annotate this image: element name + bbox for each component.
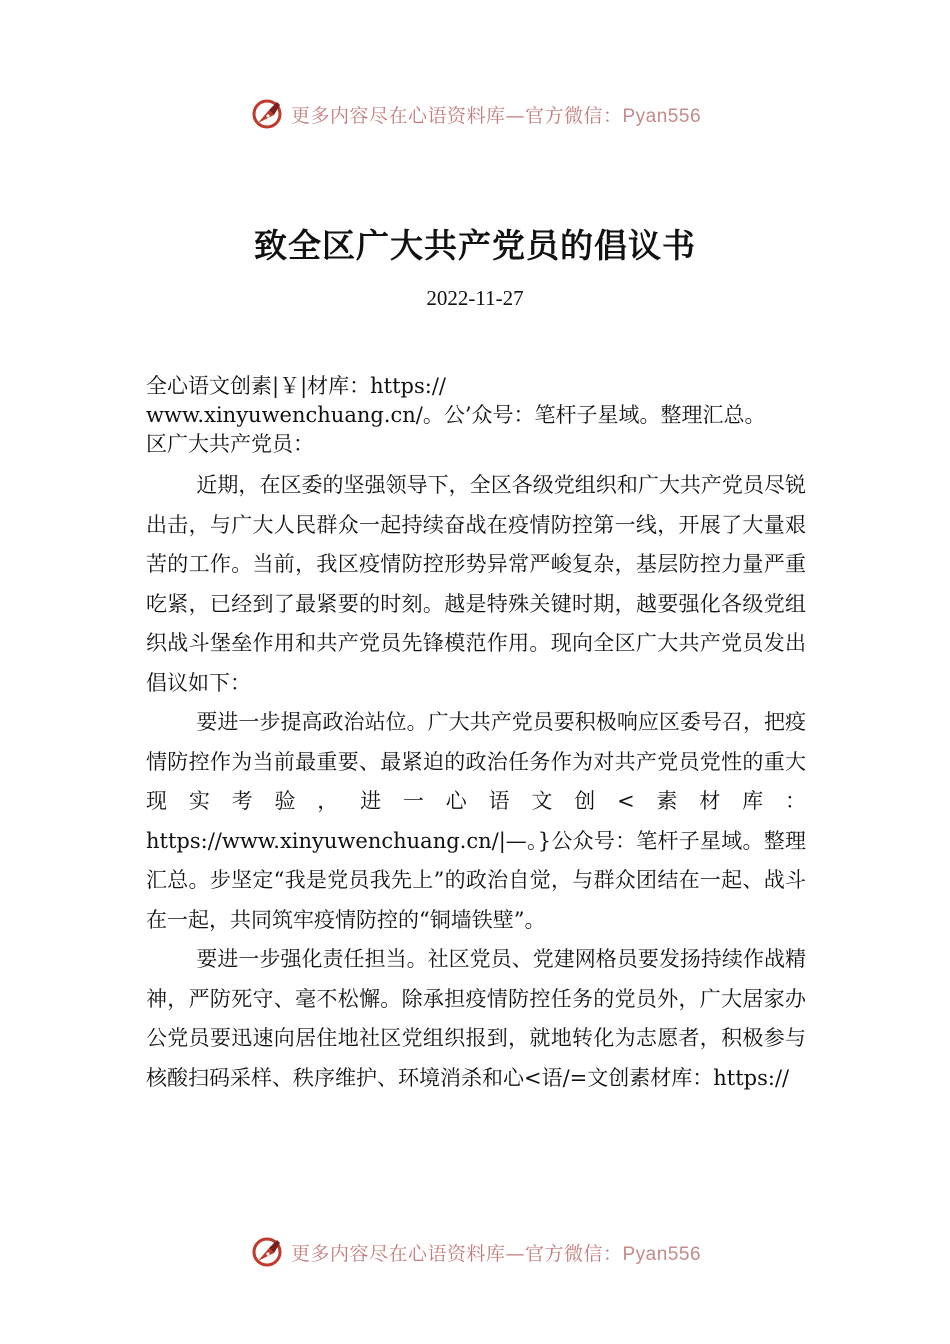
banner-text: 更多内容尽在心语资料库—官方微信：Pyan556 bbox=[290, 104, 702, 127]
document-date: 2022-11-27 bbox=[426, 286, 524, 310]
banner-text: 更多内容尽在心语资料库—官方微信：Pyan556 bbox=[290, 1242, 702, 1265]
lead-line: 全心语文创素|￥|材库：https:// bbox=[146, 374, 446, 398]
document-body bbox=[146, 466, 806, 1098]
salutation: 区广大共产党员： bbox=[146, 432, 314, 456]
body-paragraph: 近期，在区委的坚强领导下，全区各级党组织和广大共产党员尽锐出击，与广大人民群众一起持续奋战在疫情防控第一线，开展了大量艰苦的工作。当前，我区疫情防控形势异常严峻复杂，基层防控力量严重吃紧，已经到了最紧要的时刻。越是特殊关键时期，越要强化各级党组织战斗堡垒作用和共产党员先锋模范作用。现向全区广大共产党员发出倡议如下： bbox=[146, 473, 806, 695]
pen-nib-logo-icon bbox=[249, 96, 285, 132]
pen-nib-logo-icon bbox=[249, 1234, 285, 1270]
document-title: 致全区广大共产党员的倡议书 bbox=[254, 226, 696, 265]
lead-line: www.xinyuwenchuang.cn/。公’众号：笔杆子星域。整理汇总。 bbox=[146, 403, 766, 427]
body-paragraph: 要进一步提高政治站位。广大共产党员要积极响应区委号召，把疫情防控作为当前最重要、最紧迫的政治任务作为对共产党员党性的重大现实考验，进一心语文创<素材库：https://www.xinyuwenchuang.cn/|—。}公众号：笔杆子星域。整理汇总。步坚定“我是党员我先上”的政治自觉，与群众团结在一起、战斗在一起，共同筑牢疫情防控的“铜墙铁壁”。 bbox=[146, 710, 806, 932]
header-banner bbox=[0, 94, 950, 134]
footer-banner bbox=[0, 1232, 950, 1272]
wechat-handle: Pyan556 bbox=[622, 1243, 702, 1265]
lead-block bbox=[146, 372, 846, 459]
wechat-handle: Pyan556 bbox=[622, 105, 702, 127]
body-paragraph: 要进一步强化责任担当。社区党员、党建网格员要发扬持续作战精神，严防死守、毫不松懈。除承担疫情防控任务的党员外，广大居家办公党员要迅速向居住地社区党组织报到，就地转化为志愿者，积极参与核酸扫码采样、秩序维护、环境消杀和心<语/=文创素材库：https:// bbox=[146, 947, 806, 1090]
